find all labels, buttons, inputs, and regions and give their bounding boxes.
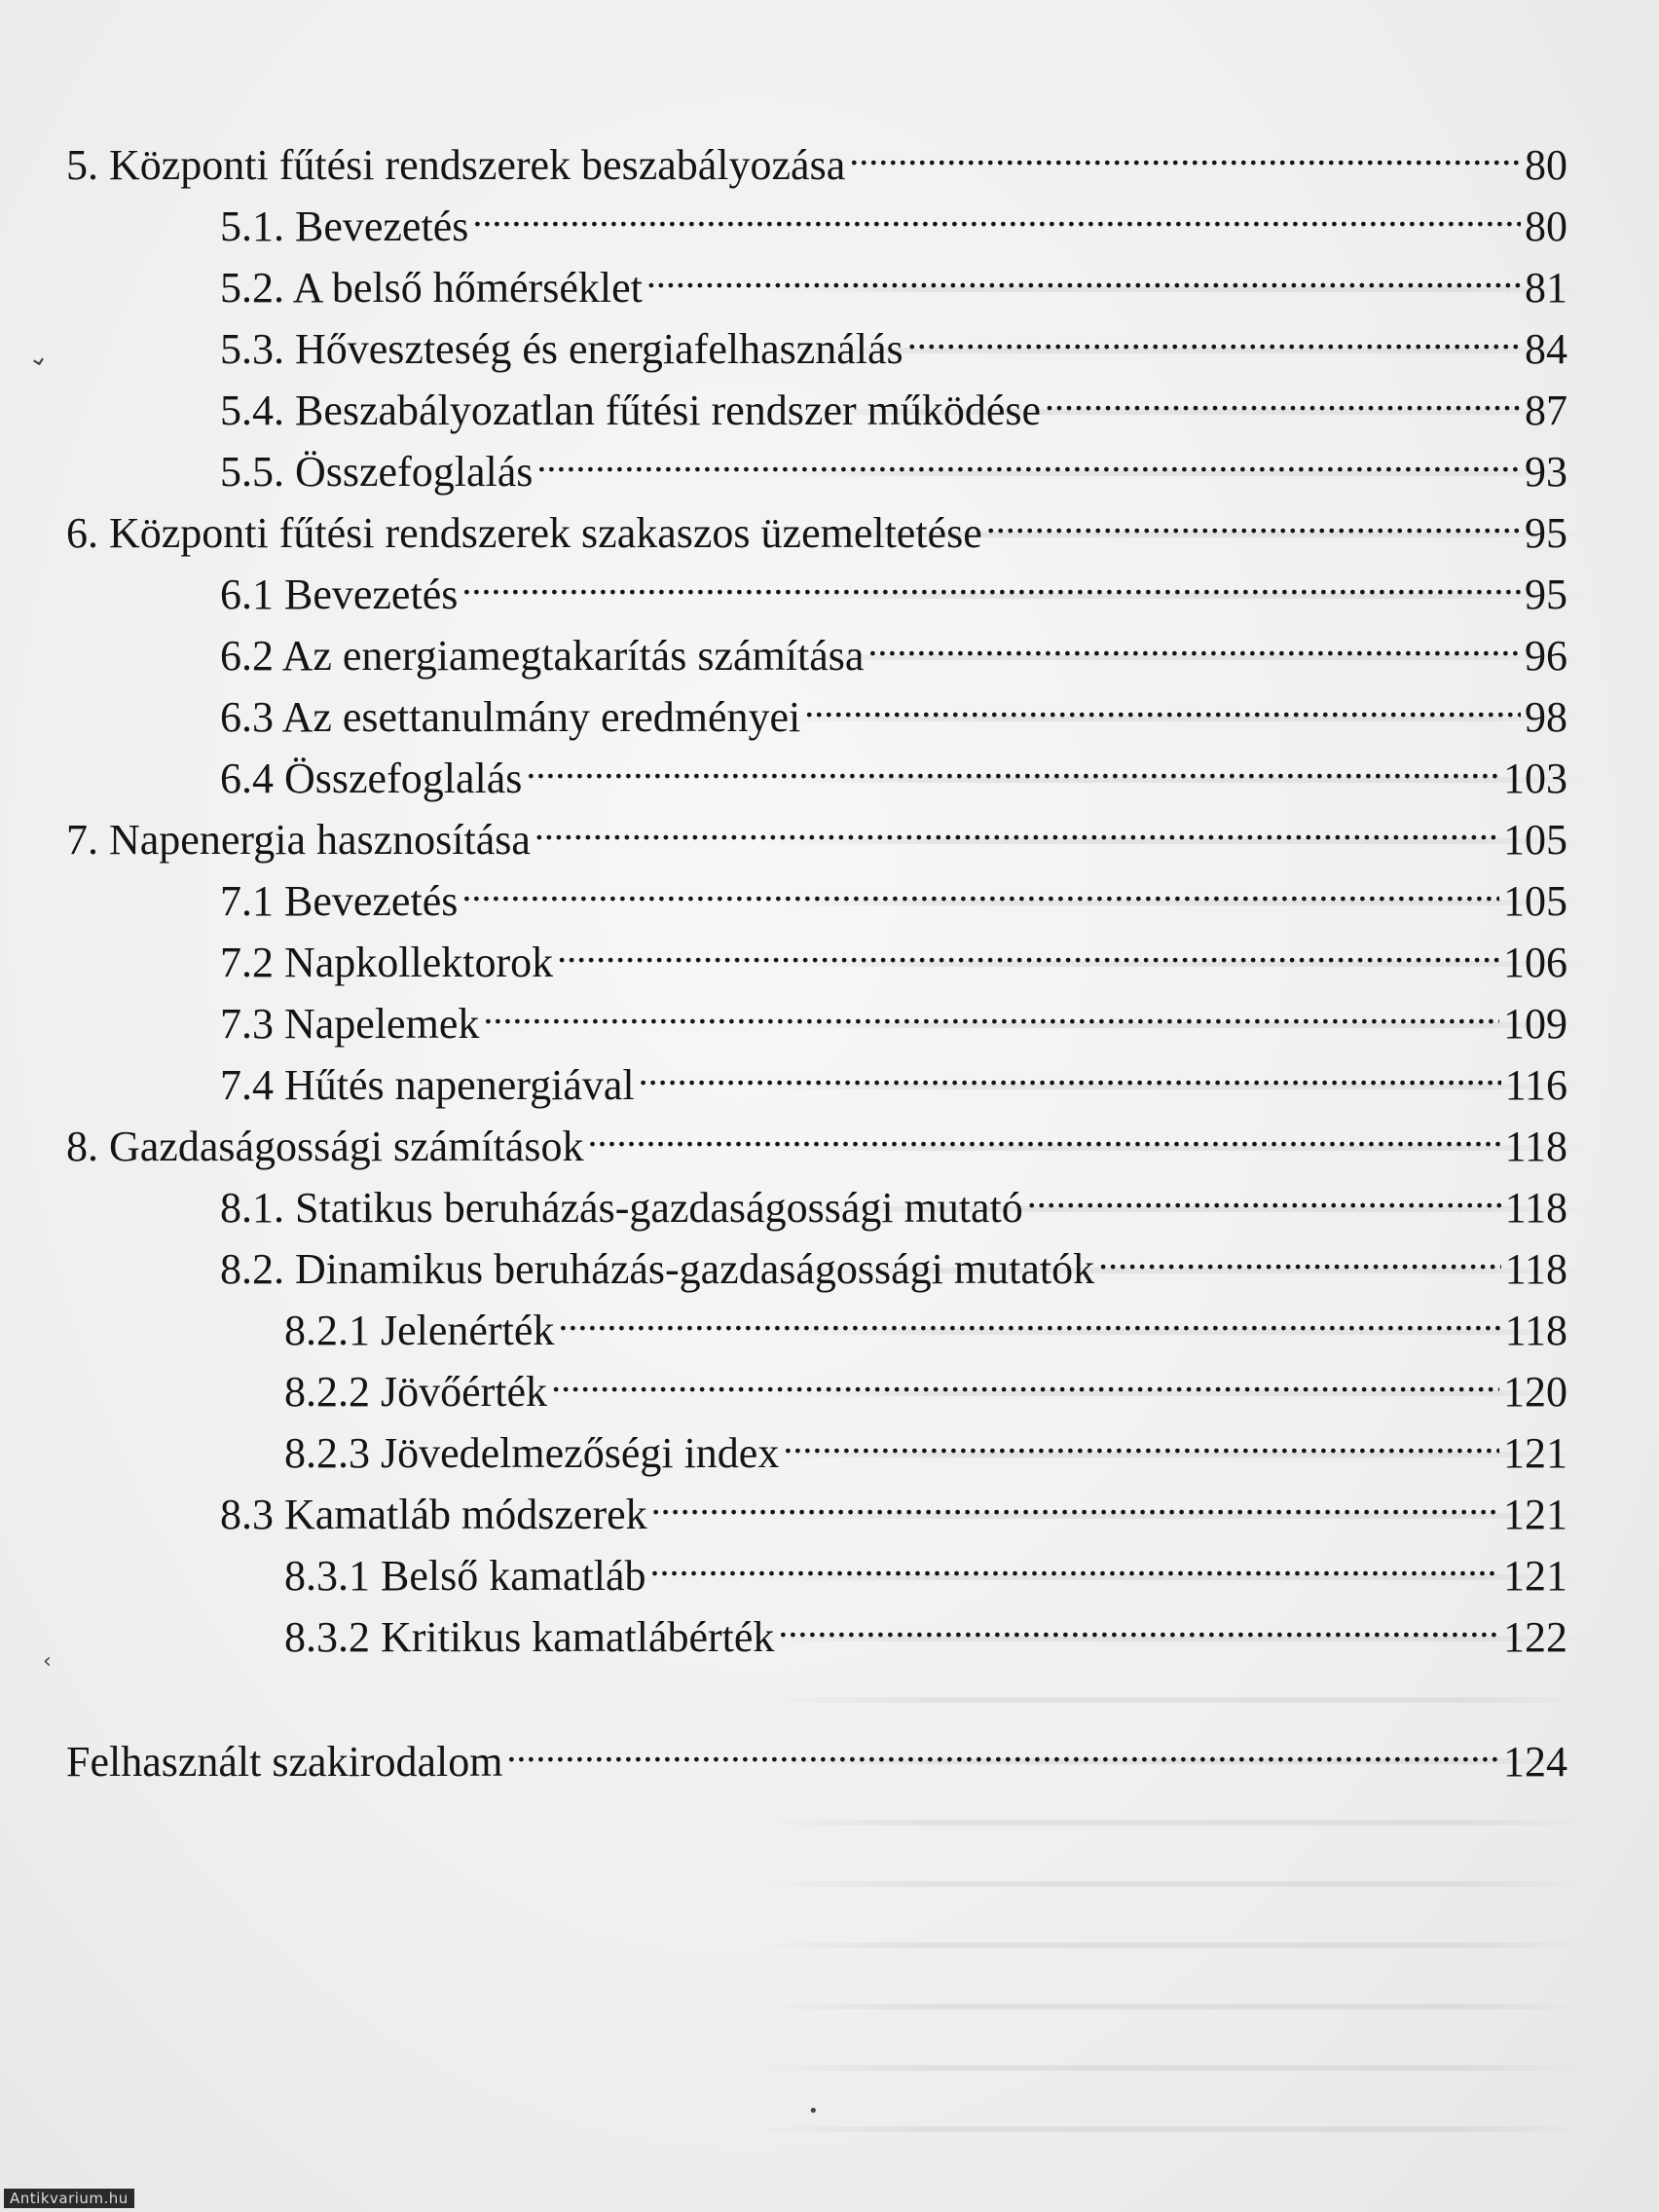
- dot-leader: [472, 186, 1521, 240]
- toc-entry-page: 105: [1503, 816, 1567, 864]
- toc-entry-page: 81: [1525, 264, 1567, 312]
- dot-leader: [783, 1413, 1499, 1467]
- watermark: Antikvarium.hu: [4, 2189, 134, 2208]
- dot-leader: [849, 125, 1521, 179]
- toc-entry-title: 7.3 Napelemek: [220, 1000, 480, 1048]
- toc-entry-page: 93: [1525, 448, 1567, 496]
- toc-entry-title: 6.1 Bevezetés: [220, 571, 459, 618]
- toc-entry-title: 8.2. Dinamikus beruházás-gazdaságossági mutatók: [220, 1245, 1095, 1293]
- toc-entry-title: 7.1 Bevezetés: [220, 877, 459, 925]
- toc-entry-page: 87: [1525, 387, 1567, 434]
- dot-leader: [558, 1290, 1500, 1345]
- toc-entry-title: 8.3 Kamatláb módszerek: [220, 1491, 647, 1538]
- toc-entry-title: 7.4 Hűtés napenergiával: [220, 1061, 635, 1109]
- toc-entry-title: 8.2.2 Jövőérték: [284, 1368, 548, 1416]
- dot-leader: [651, 1474, 1499, 1529]
- toc-entry: [220, 309, 1567, 373]
- toc-entry: [220, 1474, 1567, 1538]
- toc-entry: [220, 615, 1567, 680]
- toc-entry-title: 6. Központi fűtési rendszerek szakaszos üzemeltetése: [66, 509, 982, 557]
- toc-entry: [220, 677, 1567, 741]
- toc-entry-page: 124: [1503, 1738, 1567, 1786]
- dot-leader: [639, 1045, 1501, 1099]
- toc-entry: [220, 247, 1567, 312]
- dot-leader: [461, 861, 1499, 915]
- toc-entry-page: 98: [1525, 693, 1567, 741]
- dot-leader: [986, 493, 1521, 547]
- toc-entry-page: 109: [1503, 1000, 1567, 1048]
- toc-entry-title: 5.2. A belső hőmérséklet: [220, 264, 643, 312]
- toc-entry: [220, 370, 1567, 434]
- toc-entry: [66, 1721, 1567, 1786]
- toc-entry: [66, 799, 1567, 864]
- toc-entry-page: 120: [1503, 1368, 1567, 1416]
- dot-leader: [1045, 370, 1521, 424]
- dot-leader: [506, 1721, 1499, 1776]
- toc-entry-title: 5. Központi fűtési rendszerek beszabályozása: [66, 141, 846, 189]
- toc-entry-page: 95: [1525, 509, 1567, 557]
- toc-entry-title: 6.4 Összefoglalás: [220, 755, 523, 802]
- toc-entry: [220, 983, 1567, 1048]
- dot-leader: [551, 1351, 1499, 1406]
- toc-entry-title: 8.3.2 Kritikus kamatlábérték: [284, 1613, 775, 1661]
- toc-entry-title: 8.3.1 Belső kamatláb: [284, 1552, 646, 1600]
- toc-entry-title: 8.2.1 Jelenérték: [284, 1307, 555, 1354]
- dot-leader: [907, 309, 1521, 363]
- toc-entry: [220, 431, 1567, 496]
- toc-entry-page: 116: [1504, 1061, 1567, 1109]
- dot-leader: [1027, 1167, 1501, 1222]
- toc-entry-page: 121: [1503, 1429, 1567, 1477]
- toc-entry-page: 95: [1525, 571, 1567, 618]
- dot-leader: [536, 431, 1521, 486]
- pencil-tick-mark: ⌄: [24, 341, 52, 374]
- toc-entry: [66, 1106, 1567, 1170]
- toc-entry: [284, 1597, 1567, 1661]
- toc-entry-title: 7.2 Napkollektorok: [220, 939, 554, 986]
- toc-entry: [220, 738, 1567, 802]
- toc-entry-page: 118: [1504, 1123, 1567, 1170]
- toc-entry-page: 122: [1503, 1613, 1567, 1661]
- dot-leader: [778, 1597, 1499, 1651]
- toc-entry-page: 106: [1503, 939, 1567, 986]
- toc-entry-title: 5.1. Bevezetés: [220, 203, 469, 250]
- toc-entry: [284, 1290, 1567, 1354]
- toc-entry-title: 8.2.3 Jövedelmezőségi index: [284, 1429, 780, 1477]
- toc-entry-page: 96: [1525, 632, 1567, 680]
- toc-entry: [220, 554, 1567, 618]
- toc-entry-title: Felhasznált szakirodalom: [66, 1738, 503, 1786]
- dot-leader: [526, 738, 1499, 793]
- dot-leader: [461, 554, 1521, 608]
- toc-entry-title: 8.1. Statikus beruházás-gazdaságossági mutató: [220, 1184, 1023, 1232]
- dot-leader: [804, 677, 1521, 731]
- dust-speck: •: [808, 2101, 819, 2121]
- toc-entry-page: 118: [1504, 1307, 1567, 1354]
- dot-leader: [557, 922, 1499, 977]
- toc-entry: [220, 186, 1567, 250]
- dot-leader: [1098, 1229, 1501, 1283]
- toc-entry: [284, 1351, 1567, 1416]
- toc-entry-title: 7. Napenergia hasznosítása: [66, 816, 531, 864]
- stray-mark: ‹: [43, 1649, 52, 1674]
- dot-leader: [483, 983, 1499, 1038]
- toc-entry-page: 84: [1525, 325, 1567, 373]
- toc-entry-page: 80: [1525, 141, 1567, 189]
- toc-entry-page: 121: [1503, 1491, 1567, 1538]
- toc-entry: [220, 922, 1567, 986]
- toc-entry: [66, 125, 1567, 189]
- toc-entry-title: 5.4. Beszabályozatlan fűtési rendszer működése: [220, 387, 1042, 434]
- toc-entry: [220, 861, 1567, 925]
- toc-entry-title: 6.3 Az esettanulmány eredményei: [220, 693, 801, 741]
- toc-entry-page: 121: [1503, 1552, 1567, 1600]
- dot-leader: [646, 247, 1521, 302]
- toc-entry: [220, 1167, 1567, 1232]
- toc-entry-page: 103: [1503, 755, 1567, 802]
- dot-leader: [867, 615, 1521, 670]
- dot-leader: [650, 1535, 1500, 1590]
- dot-leader: [535, 799, 1499, 854]
- toc-entry-title: 5.3. Hőveszteség és energiafelhasználás: [220, 325, 903, 373]
- toc-entry-page: 105: [1503, 877, 1567, 925]
- toc-entry-title: 6.2 Az energiamegtakarítás számítása: [220, 632, 865, 680]
- toc-entry-page: 80: [1525, 203, 1567, 250]
- toc-entry-title: 8. Gazdaságossági számítások: [66, 1123, 584, 1170]
- toc-entry: [284, 1535, 1567, 1600]
- toc-entry-page: 118: [1504, 1245, 1567, 1293]
- toc-entry-page: 118: [1504, 1184, 1567, 1232]
- toc-entry: [220, 1229, 1567, 1293]
- toc-entry: [66, 493, 1567, 557]
- toc-entry: [220, 1045, 1567, 1109]
- toc-entry: [284, 1413, 1567, 1477]
- dot-leader: [588, 1106, 1501, 1161]
- toc-entry-title: 5.5. Összefoglalás: [220, 448, 534, 496]
